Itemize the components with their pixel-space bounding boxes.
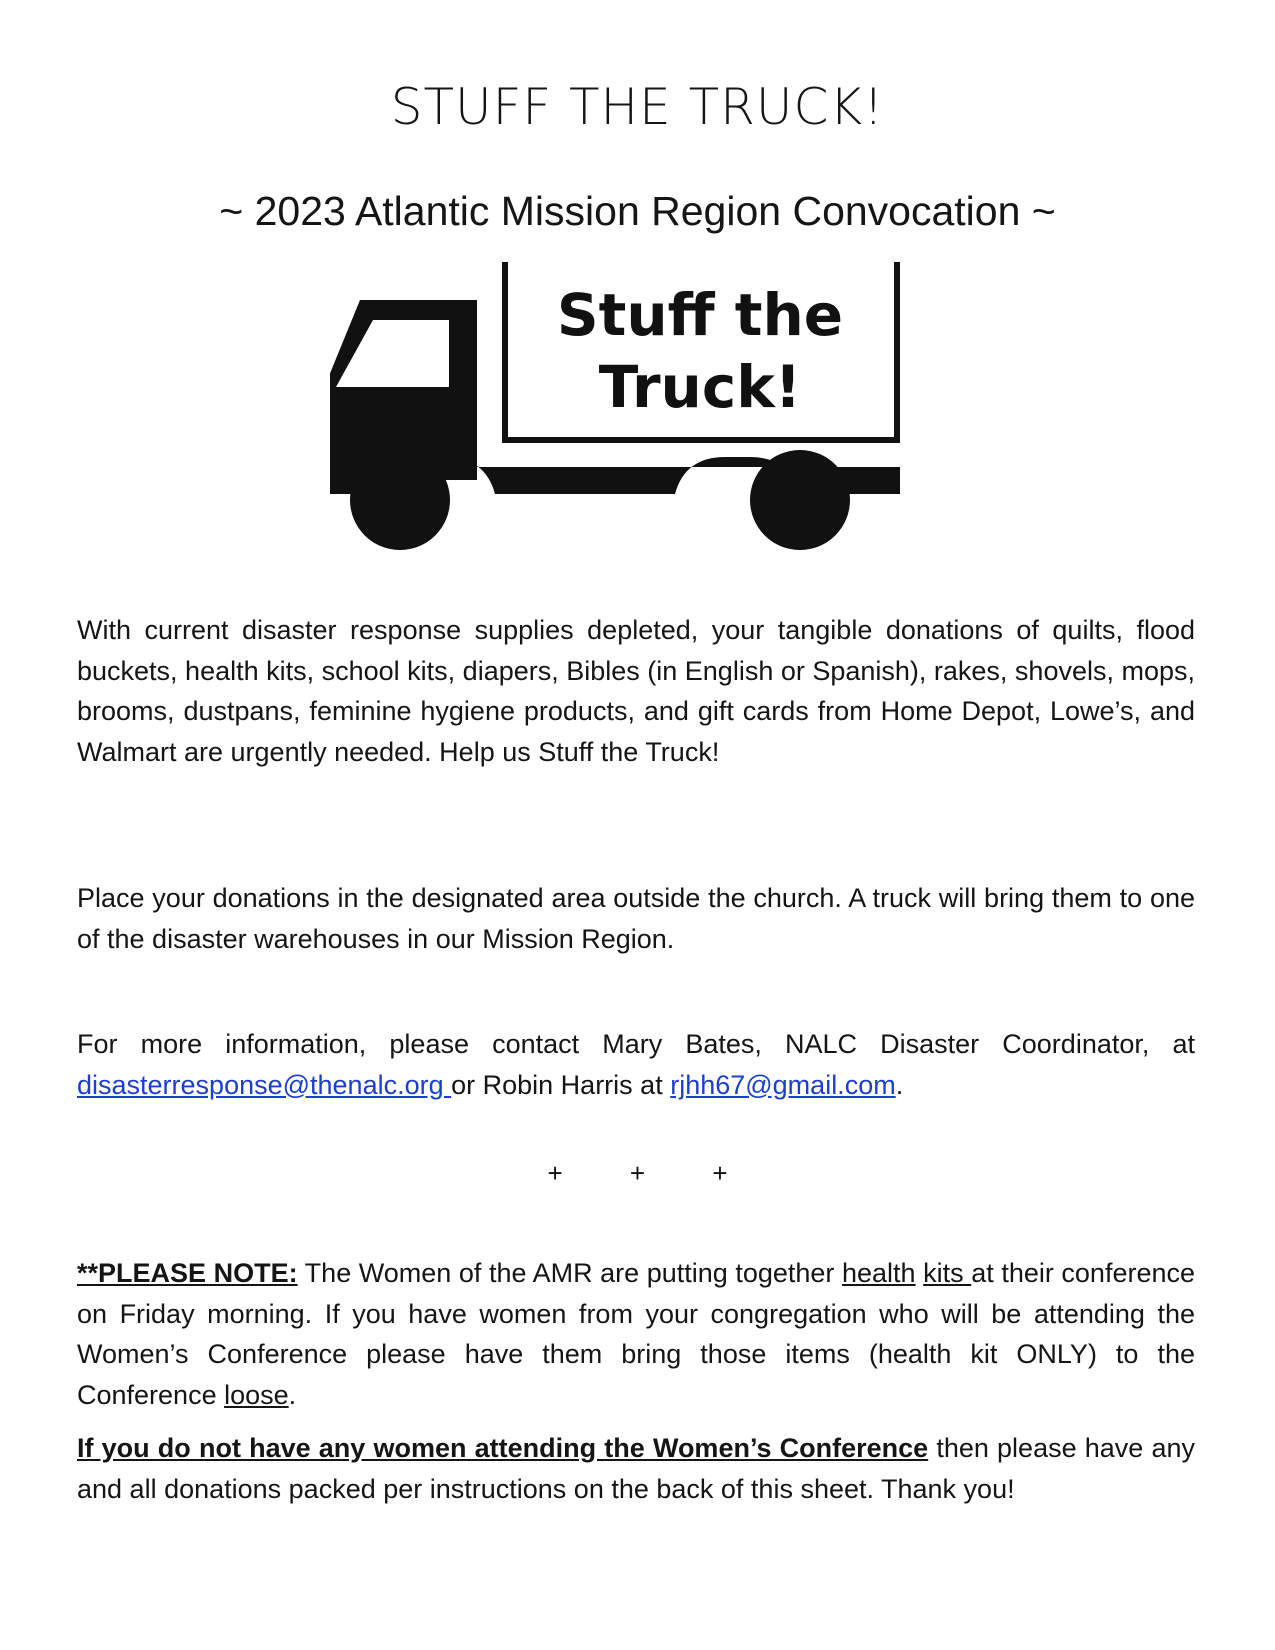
front-wheel xyxy=(350,450,450,550)
note-paragraph xyxy=(77,1253,1195,1415)
cross-separator: + + + xyxy=(547,1158,728,1188)
robin-email-link[interactable]: rjhh67@gmail.com xyxy=(670,1069,896,1100)
closing-rest: then please have any and all donations packed per instructions on the back of this sheet. Thank you! xyxy=(77,1433,1196,1504)
note-text-2: at their conference on Friday morning. If you have women from your congregation who will be attending the Women’s Conference please have them bring those items (health kit ONLY) to the Conference xyxy=(77,1258,1195,1410)
note-label: **PLEASE NOTE: xyxy=(77,1258,298,1288)
page-title: STUFF THE TRUCK! xyxy=(390,78,885,136)
contact-intro: For more information, please contact Mary Bates, NALC Disaster Coordinator, at xyxy=(77,1029,1195,1059)
closing-emphasis: If you do not have any women attending the Women’s Conference xyxy=(77,1433,929,1463)
contact-end: . xyxy=(895,1069,904,1100)
disaster-email-link[interactable]: disasterresponse@thenalc.org xyxy=(77,1069,452,1100)
truck-logo-line1: Stuff the xyxy=(556,281,844,349)
note-kits: kits xyxy=(923,1258,972,1288)
truck-icon xyxy=(330,262,950,582)
contact-middle: or Robin Harris at xyxy=(451,1069,671,1100)
note-health: health xyxy=(842,1258,916,1288)
closing-paragraph xyxy=(77,1428,1195,1509)
rear-wheel xyxy=(750,450,850,550)
note-text-1: The Women of the AMR are putting together xyxy=(297,1258,842,1288)
note-loose: loose xyxy=(224,1379,289,1410)
contact-paragraph xyxy=(77,1024,1195,1105)
note-end: . xyxy=(288,1379,297,1410)
dropoff-paragraph: Place your donations in the designated area outside the church. A truck will bring them to one of the disaster warehouses in our Mission Region. xyxy=(77,883,1195,954)
event-subtitle: ~ 2023 Atlantic Mission Region Convocation ~ xyxy=(219,188,1056,234)
truck-logo-line2: Truck! xyxy=(598,353,802,421)
donations-paragraph: With current disaster response supplies depleted, your tangible donations of quilts, flood buckets, health kits, school kits, diapers, Bibles (in English or Spanish), rakes, shovels, mops, brooms, dustpans, feminine hygiene products, and gift cards from Home Depot, Lowe’s, and Walmart are urgently needed. Help us Stuff the Truck! xyxy=(77,615,1196,767)
